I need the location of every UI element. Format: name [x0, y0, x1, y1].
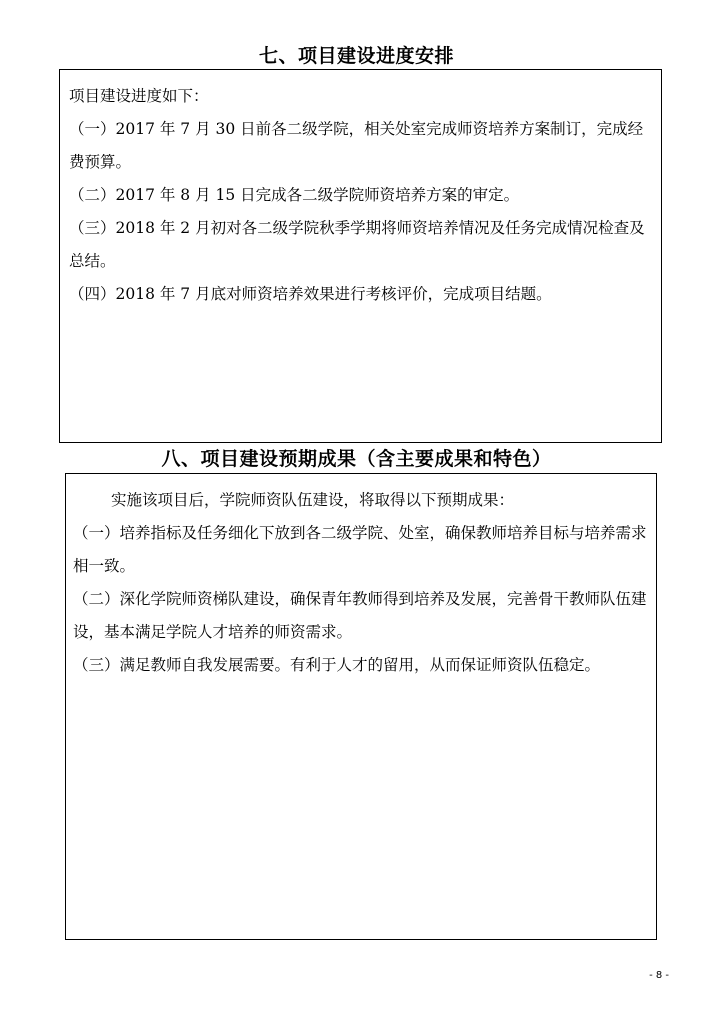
- section-8-intro: 实施该项目后，学院师资队伍建设，将取得以下预期成果：: [111, 491, 515, 509]
- section-7-content-box: [59, 69, 662, 443]
- section-8-item-2: （二）深化学院师资梯队建设，确保青年教师得到培养及发展，完善骨干教师队伍建设，基本满足学院人才培养的师资需求。: [73, 590, 647, 641]
- section-8-content-box: [65, 473, 657, 940]
- section-8-title: 八、项目建设预期成果（含主要成果和特色）: [161, 448, 552, 470]
- section-7-intro: 项目建设进度如下：: [69, 87, 209, 105]
- page-number: - 8 -: [649, 970, 669, 981]
- section-7-item-4: （四）2018 年 7 月底对师资培养效果进行考核评价，完成项目结题。: [69, 285, 552, 303]
- section-7-item-1: （一）2017 年 7 月 30 日前各二级学院，相关处室完成师资培养方案制订，完成经费预算。: [69, 120, 644, 171]
- section-7-item-2: （二）2017 年 8 月 15 日完成各二级学院师资培养方案的审定。: [69, 186, 520, 204]
- section-7-item-3: （三）2018 年 2 月初对各二级学院秋季学期将师资培养情况及任务完成情况检查及总结。: [69, 219, 645, 270]
- section-8-item-3: （三）满足教师自我发展需要。有利于人才的留用，从而保证师资队伍稳定。: [73, 656, 601, 674]
- section-8-item-1: （一）培养指标及任务细化下放到各二级学院、处室，确保教师培养目标与培养需求相一致。: [73, 524, 647, 575]
- section-7-title: 七、项目建设进度安排: [258, 45, 454, 67]
